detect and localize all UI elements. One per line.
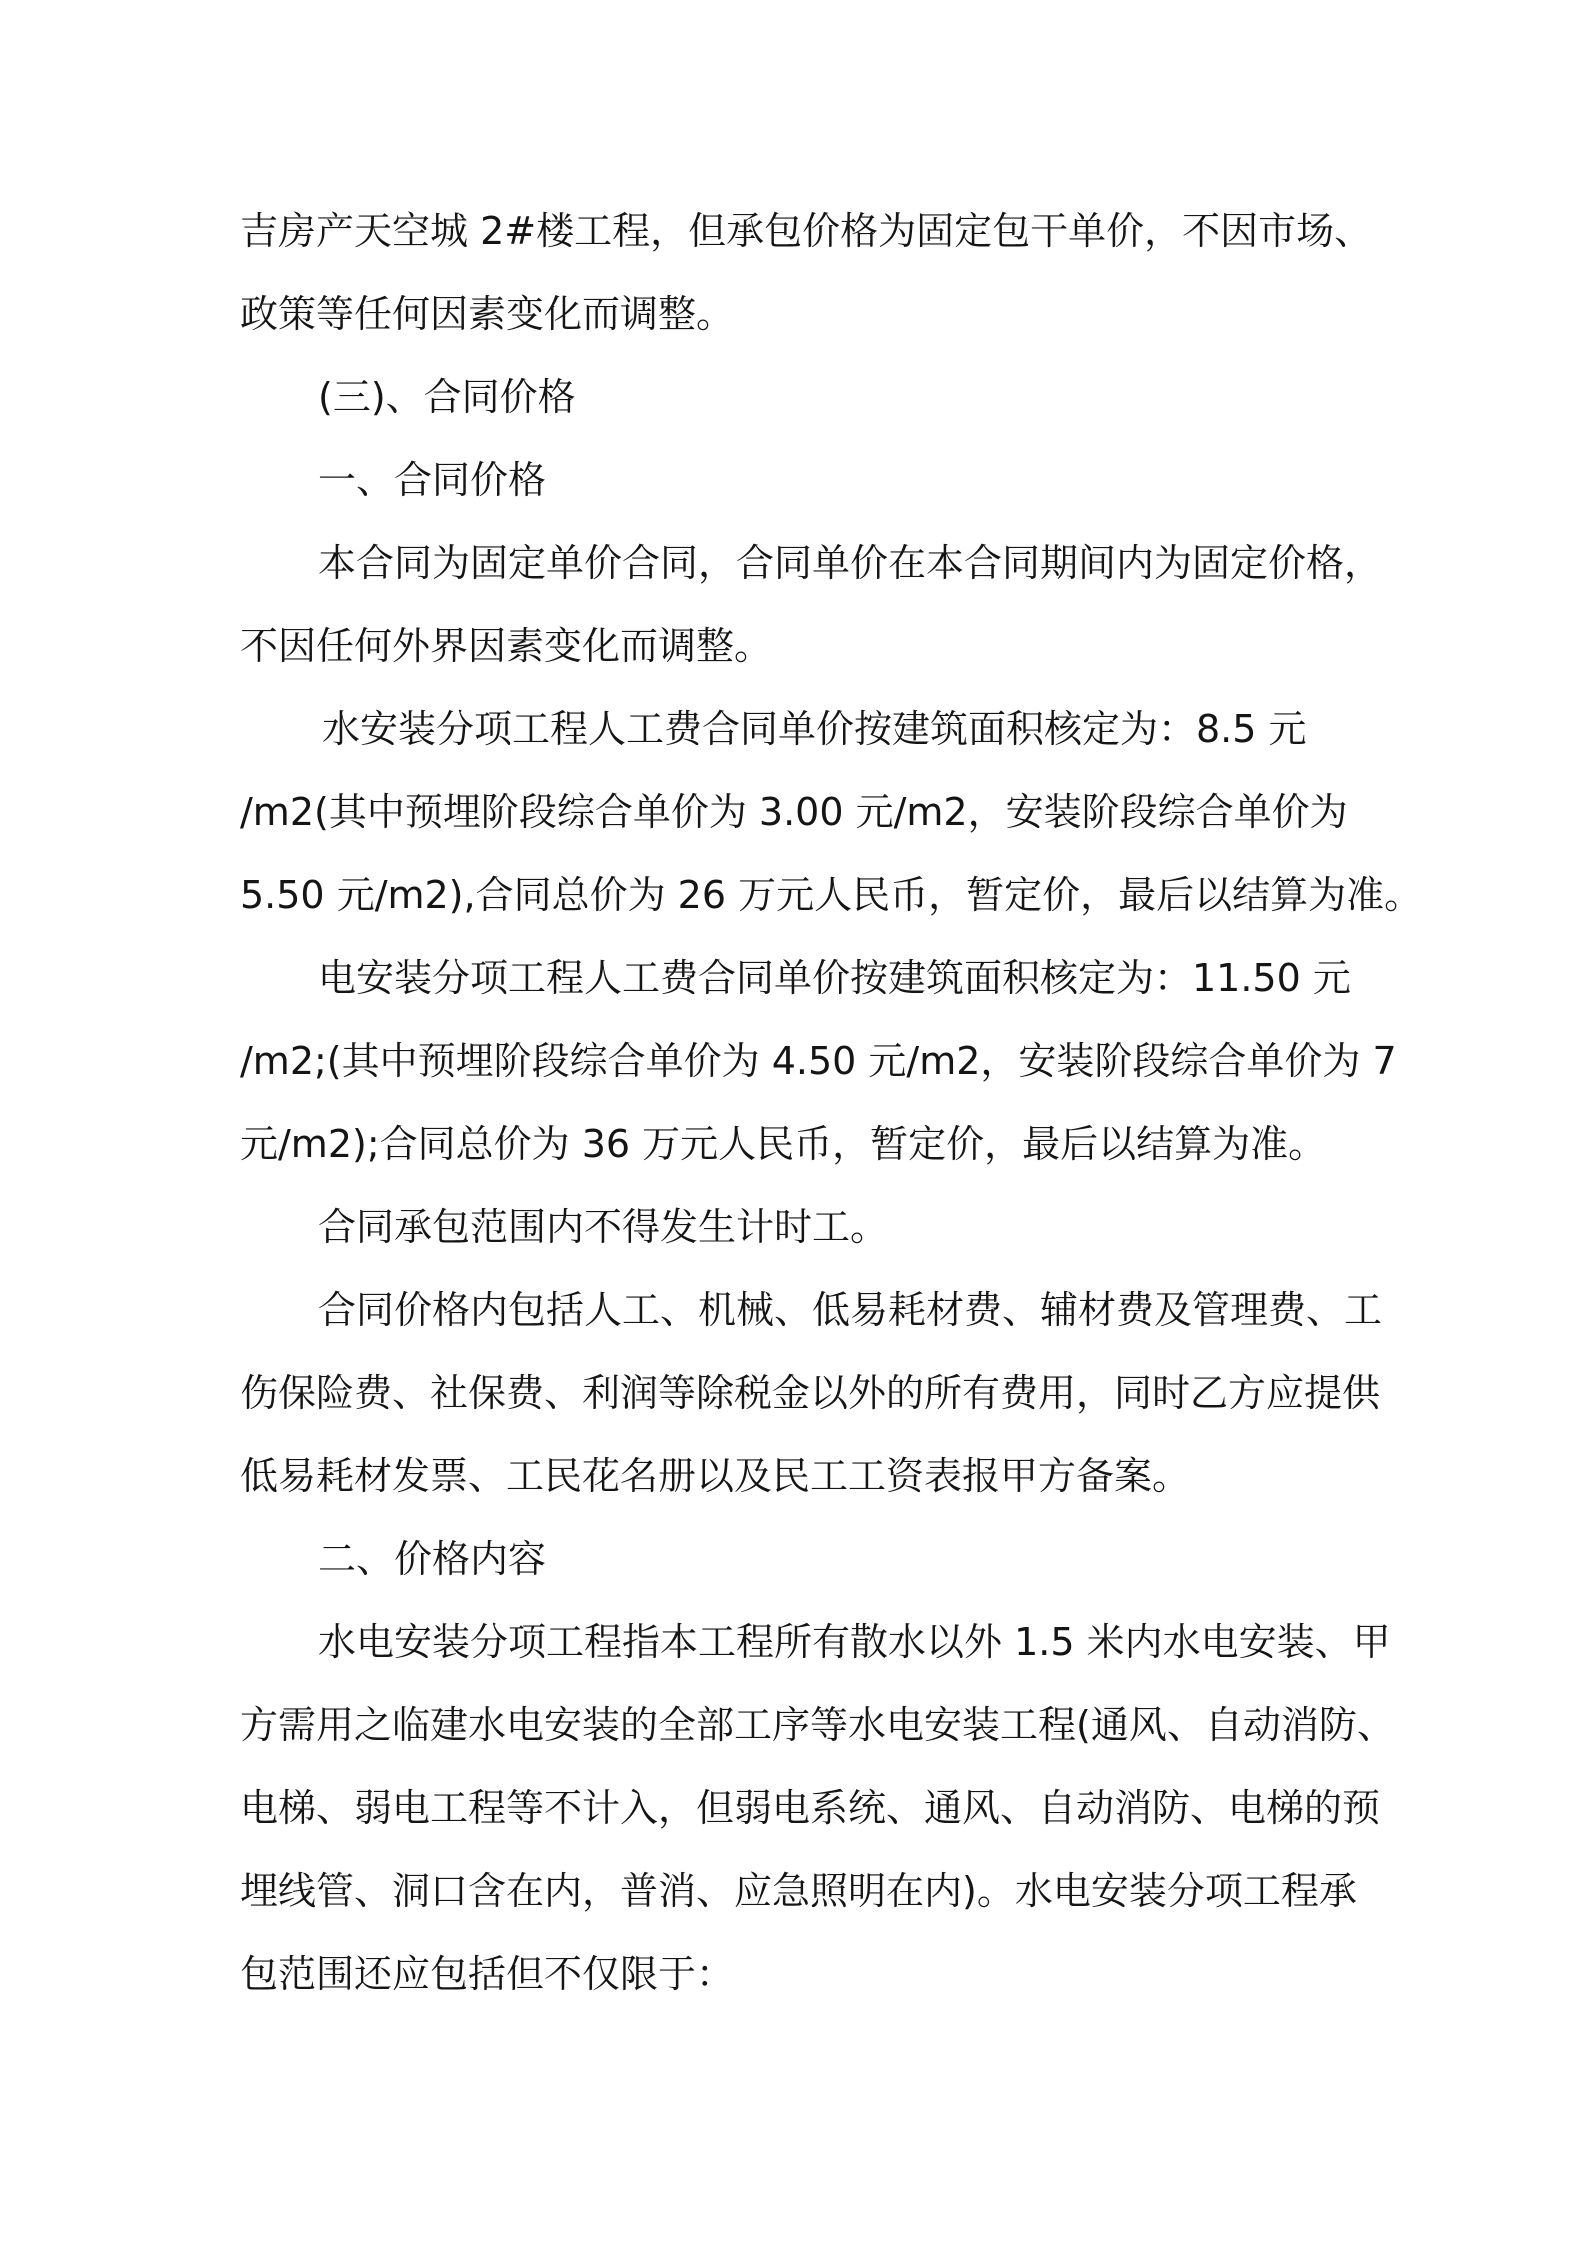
text-line: 本合同为固定单价合同，合同单价在本合同期间内为固定价格， (318, 541, 1383, 585)
text-line: 电安装分项工程人工费合同单价按建筑面积核定为：11.50 元 (318, 956, 1351, 1000)
text-line: 包范围还应包括但不仅限于： (240, 1952, 735, 1996)
text-line: /m2;(其中预埋阶段综合单价为 4.50 元/m2，安装阶段综合单价为 7 (240, 1039, 1397, 1083)
text-line: 伤保险费、社保费、利润等除税金以外的所有费用，同时乙方应提供 (240, 1371, 1381, 1415)
text-line: /m2(其中预埋阶段综合单价为 3.00 元/m2，安装阶段综合单价为 (240, 790, 1348, 834)
text-line: 方需用之临建水电安装的全部工序等水电安装工程(通风、自动消防、 (240, 1703, 1395, 1747)
section-heading: 二、价格内容 (318, 1537, 547, 1581)
section-heading: 一、合同价格 (318, 458, 547, 502)
section-heading: (三)、合同价格 (318, 375, 576, 419)
text-line: 低易耗材发票、工民花名册以及民工工资表报甲方备案。 (240, 1454, 1191, 1498)
text-line: 5.50 元/m2),合同总价为 26 万元人民币，暂定价，最后以结算为准。 (240, 873, 1423, 917)
text-line: 元/m2);合同总价为 36 万元人民币，暂定价，最后以结算为准。 (240, 1122, 1327, 1166)
text-line: 水安装分项工程人工费合同单价按建筑面积核定为：8.5 元 (322, 707, 1307, 751)
text-line: 合同价格内包括人工、机械、低易耗材费、辅材费及管理费、工 (318, 1288, 1383, 1332)
text-line: 水电安装分项工程指本工程所有散水以外 1.5 米内水电安装、甲 (318, 1620, 1391, 1664)
text-line: 政策等任何因素变化而调整。 (240, 292, 735, 336)
text-line: 不因任何外界因素变化而调整。 (240, 624, 773, 668)
text-line: 电梯、弱电工程等不计入，但弱电系统、通风、自动消防、电梯的预 (240, 1786, 1381, 1830)
text-line: 吉房产天空城 2#楼工程，但承包价格为固定包干单价，不因市场、 (240, 209, 1373, 253)
text-line: 埋线管、洞口含在内，普消、应急照明在内)。水电安装分项工程承 (240, 1869, 1357, 1913)
text-line: 合同承包范围内不得发生计时工。 (318, 1205, 889, 1249)
